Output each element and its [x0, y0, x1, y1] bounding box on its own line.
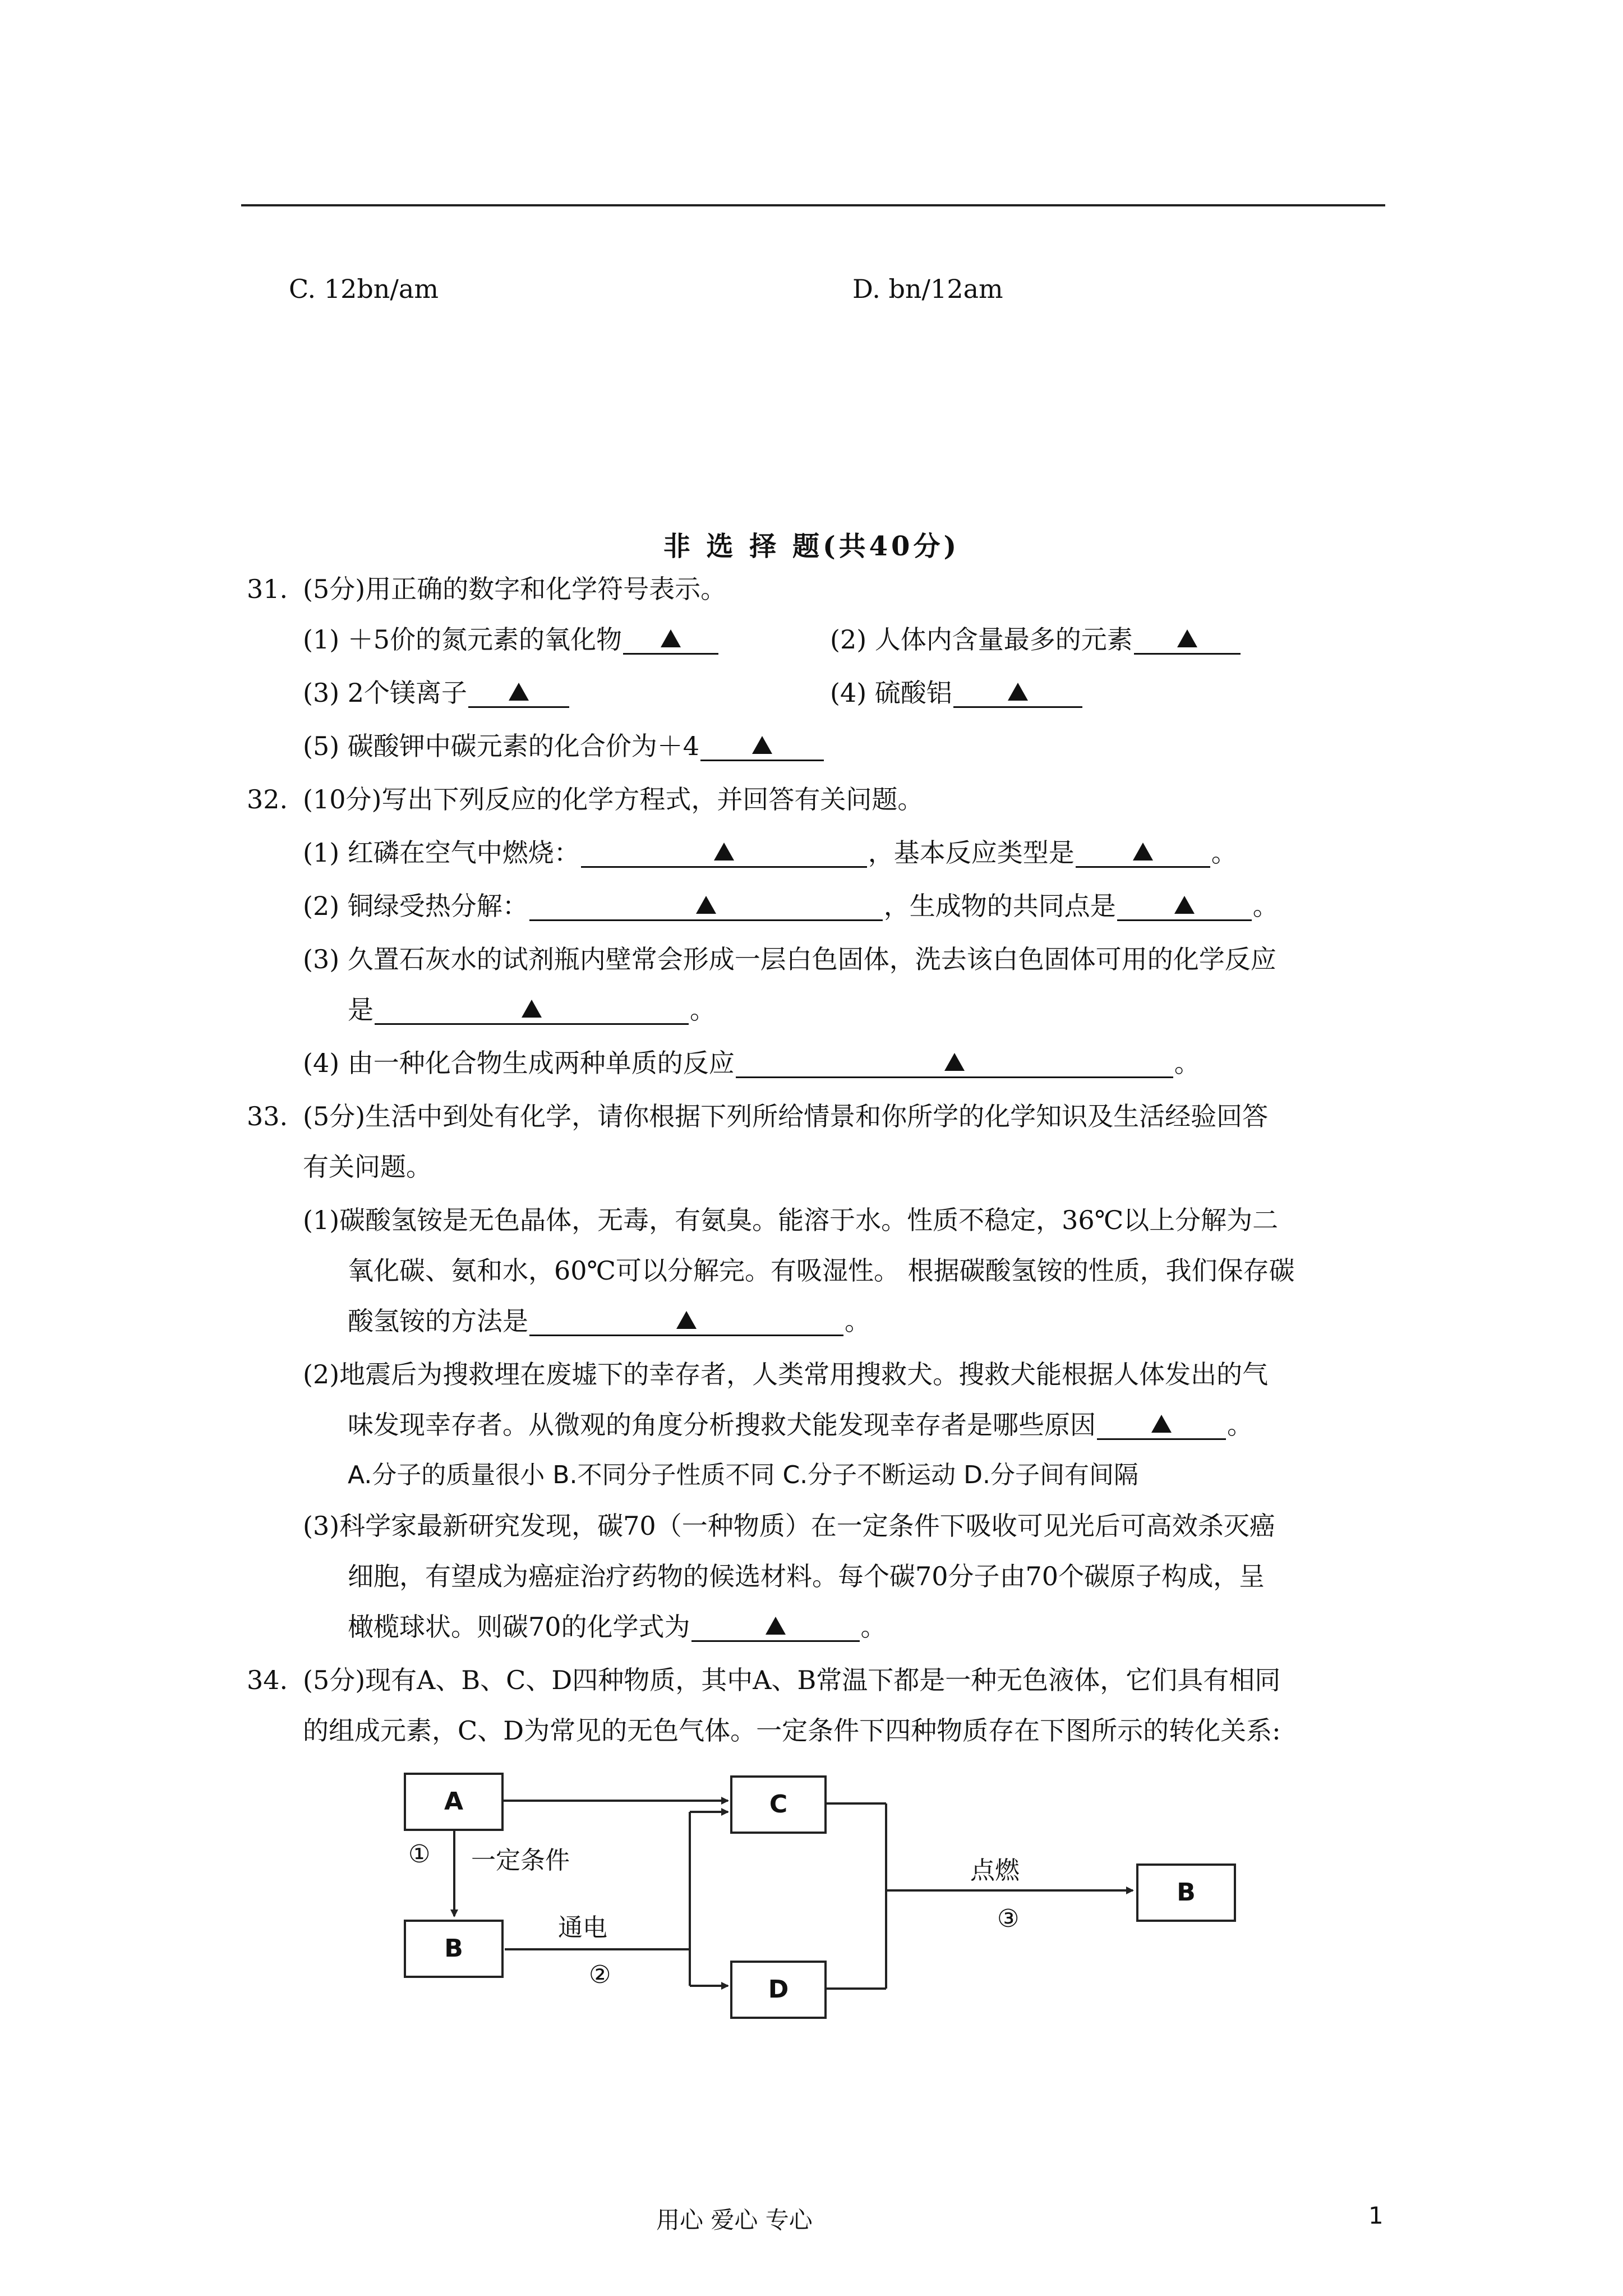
- q31-part2-text: (2) 人体内含量最多的元素: [830, 624, 1133, 655]
- option-d: D. bn/12am: [852, 274, 1003, 304]
- section-title: 非 选 择 题(共40分): [663, 531, 960, 562]
- label-ignite: 点燃: [970, 1856, 1020, 1885]
- label-step-3: ③: [997, 1904, 1020, 1933]
- label-condition: 一定条件: [471, 1846, 570, 1875]
- q33-part3-line3: [348, 1610, 887, 1644]
- q32-stem-line: [247, 783, 923, 816]
- q31-number: 31.: [247, 574, 288, 604]
- q33-part3-line2: 细胞，有望成为癌症治疗药物的候选材料。每个碳70分子由70个碳原子构成，呈: [348, 1561, 1265, 1591]
- box-a: A: [404, 1773, 504, 1831]
- q33-stem-line2: 有关问题。: [303, 1152, 432, 1182]
- q32-part1-text: (1) 红磷在空气中燃烧：: [303, 838, 580, 868]
- q31-part2: [830, 623, 1242, 656]
- q32-part4: [303, 1046, 1200, 1080]
- answer-blank[interactable]: [623, 624, 718, 655]
- triangle-icon: [714, 843, 734, 861]
- box-d: D: [730, 1961, 827, 2019]
- q31-part3-text: (3) 2个镁离子: [303, 678, 468, 708]
- triangle-icon: [944, 1053, 965, 1071]
- q33-part1-line1: (1)碳酸氢铵是无色晶体，无毒，有氨臭。能溶于水。性质不稳定，36℃以上分解为二: [303, 1205, 1279, 1235]
- header-rule: [241, 204, 1385, 206]
- answer-blank[interactable]: [468, 677, 569, 708]
- triangle-icon: [1177, 629, 1197, 647]
- q31-part3: [303, 676, 570, 710]
- page-number: 1: [1368, 2202, 1384, 2229]
- triangle-icon: [1151, 1415, 1172, 1433]
- answer-blank[interactable]: [581, 837, 867, 868]
- q31-part1: [303, 623, 720, 656]
- box-b-left: B: [404, 1920, 504, 1978]
- answer-blank[interactable]: [1134, 624, 1241, 655]
- q31-part4-text: (4) 硫酸铝: [830, 678, 952, 708]
- q31-part1-text: (1) ＋5价的氮元素的氧化物: [303, 624, 623, 655]
- triangle-icon: [1133, 843, 1153, 861]
- q32-part1: [303, 836, 1237, 869]
- q33-part2-line1: (2)地震后为搜救埋在废墟下的幸存者，人类常用搜救犬。搜救犬能根据人体发出的气: [303, 1359, 1269, 1389]
- q34-number: 34.: [247, 1665, 288, 1695]
- q31-part4: [830, 676, 1083, 710]
- answer-blank[interactable]: [1117, 890, 1252, 921]
- q34-stem-line1: [247, 1663, 1280, 1697]
- triangle-icon: [676, 1311, 697, 1329]
- q33-part3-text: 橄榄球状。则碳70的化学式为: [348, 1612, 690, 1642]
- q32-part2-common: ，生成物的共同点是: [883, 891, 1116, 921]
- q33-part2-options: A.分子的质量很小 B.不同分子性质不同 C.分子不断运动 D.分子间有间隔: [348, 1461, 1139, 1489]
- label-step-1: ①: [408, 1840, 431, 1869]
- q32-part3-line2: [348, 993, 716, 1027]
- q32-part3-line1: (3) 久置石灰水的试剂瓶内壁常会形成一层白色固体，洗去该白色固体可用的化学反应: [303, 944, 1276, 974]
- q33-part1-end: 。: [845, 1306, 870, 1336]
- q34-stem-line2: 的组成元素，C、D为常见的无色气体。一定条件下四种物质存在下图所示的转化关系:: [303, 1715, 1281, 1746]
- q33-part2-line2: [348, 1408, 1253, 1442]
- answer-blank[interactable]: [529, 890, 883, 921]
- footer-motto: 用心 爱心 专心: [656, 2206, 813, 2234]
- q33-part1-text: 酸氢铵的方法是: [348, 1306, 528, 1336]
- label-electrolysis: 通电: [558, 1913, 607, 1942]
- q33-stem-line1: [247, 1099, 1268, 1133]
- box-c: C: [730, 1775, 827, 1834]
- q32-stem: (10分)写出下列反应的化学方程式，并回答有关问题。: [303, 784, 924, 815]
- box-b-right: B: [1136, 1864, 1236, 1922]
- q34-stem: (5分)现有A、B、C、D四种物质，其中A、B常温下都是一种无色液体，它们具有相同: [303, 1665, 1281, 1695]
- answer-blank[interactable]: [375, 994, 689, 1025]
- q33-part1-line3: [348, 1304, 870, 1338]
- answer-blank[interactable]: [529, 1305, 843, 1336]
- answer-blank[interactable]: [953, 677, 1082, 708]
- q32-part2-text: (2) 铜绿受热分解：: [303, 891, 528, 921]
- q32-part1-type: ，基本反应类型是: [868, 838, 1075, 868]
- answer-blank[interactable]: [1097, 1409, 1226, 1440]
- q31-part5: [303, 729, 825, 763]
- q33-part2-end: 。: [1227, 1410, 1253, 1440]
- conversion-diagram: [404, 1756, 1245, 2025]
- q32-part1-end: 。: [1211, 838, 1237, 868]
- q32-part4-text: (4) 由一种化合物生成两种单质的反应: [303, 1048, 735, 1078]
- option-c: C. 12bn/am: [289, 274, 439, 304]
- q32-part2-end: 。: [1252, 891, 1279, 921]
- q33-number: 33.: [247, 1101, 288, 1131]
- q32-number: 32.: [247, 784, 288, 815]
- q33-part1-line2: 氧化碳、氨和水，60℃可以分解完。有吸湿性。 根据碳酸氢铵的性质，我们保存碳: [348, 1255, 1295, 1286]
- q32-part3-text: 是: [348, 995, 374, 1025]
- triangle-icon: [522, 1000, 542, 1018]
- q31-part5-text: (5) 碳酸钾中碳元素的化合价为＋4: [303, 731, 700, 761]
- triangle-icon: [1174, 896, 1195, 914]
- answer-blank[interactable]: [691, 1611, 860, 1642]
- q32-part4-end: 。: [1174, 1048, 1200, 1078]
- q32-part3-end: 。: [690, 995, 716, 1025]
- q33-part3-line1: (3)科学家最新研究发现，碳70（一种物质）在一定条件下吸收可见光后可高效杀灭癌: [303, 1511, 1275, 1541]
- q33-part3-end: 。: [860, 1612, 887, 1642]
- triangle-icon: [696, 896, 716, 914]
- label-step-2: ②: [589, 1961, 611, 1989]
- q31-stem-line: [247, 572, 726, 606]
- triangle-icon: [766, 1617, 786, 1635]
- triangle-icon: [661, 629, 681, 647]
- triangle-icon: [752, 736, 772, 754]
- q32-part2: [303, 889, 1279, 923]
- answer-blank[interactable]: [700, 730, 824, 761]
- triangle-icon: [509, 683, 529, 701]
- q33-part2-text: 味发现幸存者。从微观的角度分析搜救犬能发现幸存者是哪些原因: [348, 1410, 1096, 1440]
- answer-blank[interactable]: [736, 1047, 1173, 1078]
- triangle-icon: [1008, 683, 1028, 701]
- q33-stem: (5分)生活中到处有化学，请你根据下列所给情景和你所学的化学知识及生活经验回答: [303, 1101, 1269, 1131]
- answer-blank[interactable]: [1076, 837, 1210, 868]
- q31-stem: (5分)用正确的数字和化学符号表示。: [303, 574, 727, 604]
